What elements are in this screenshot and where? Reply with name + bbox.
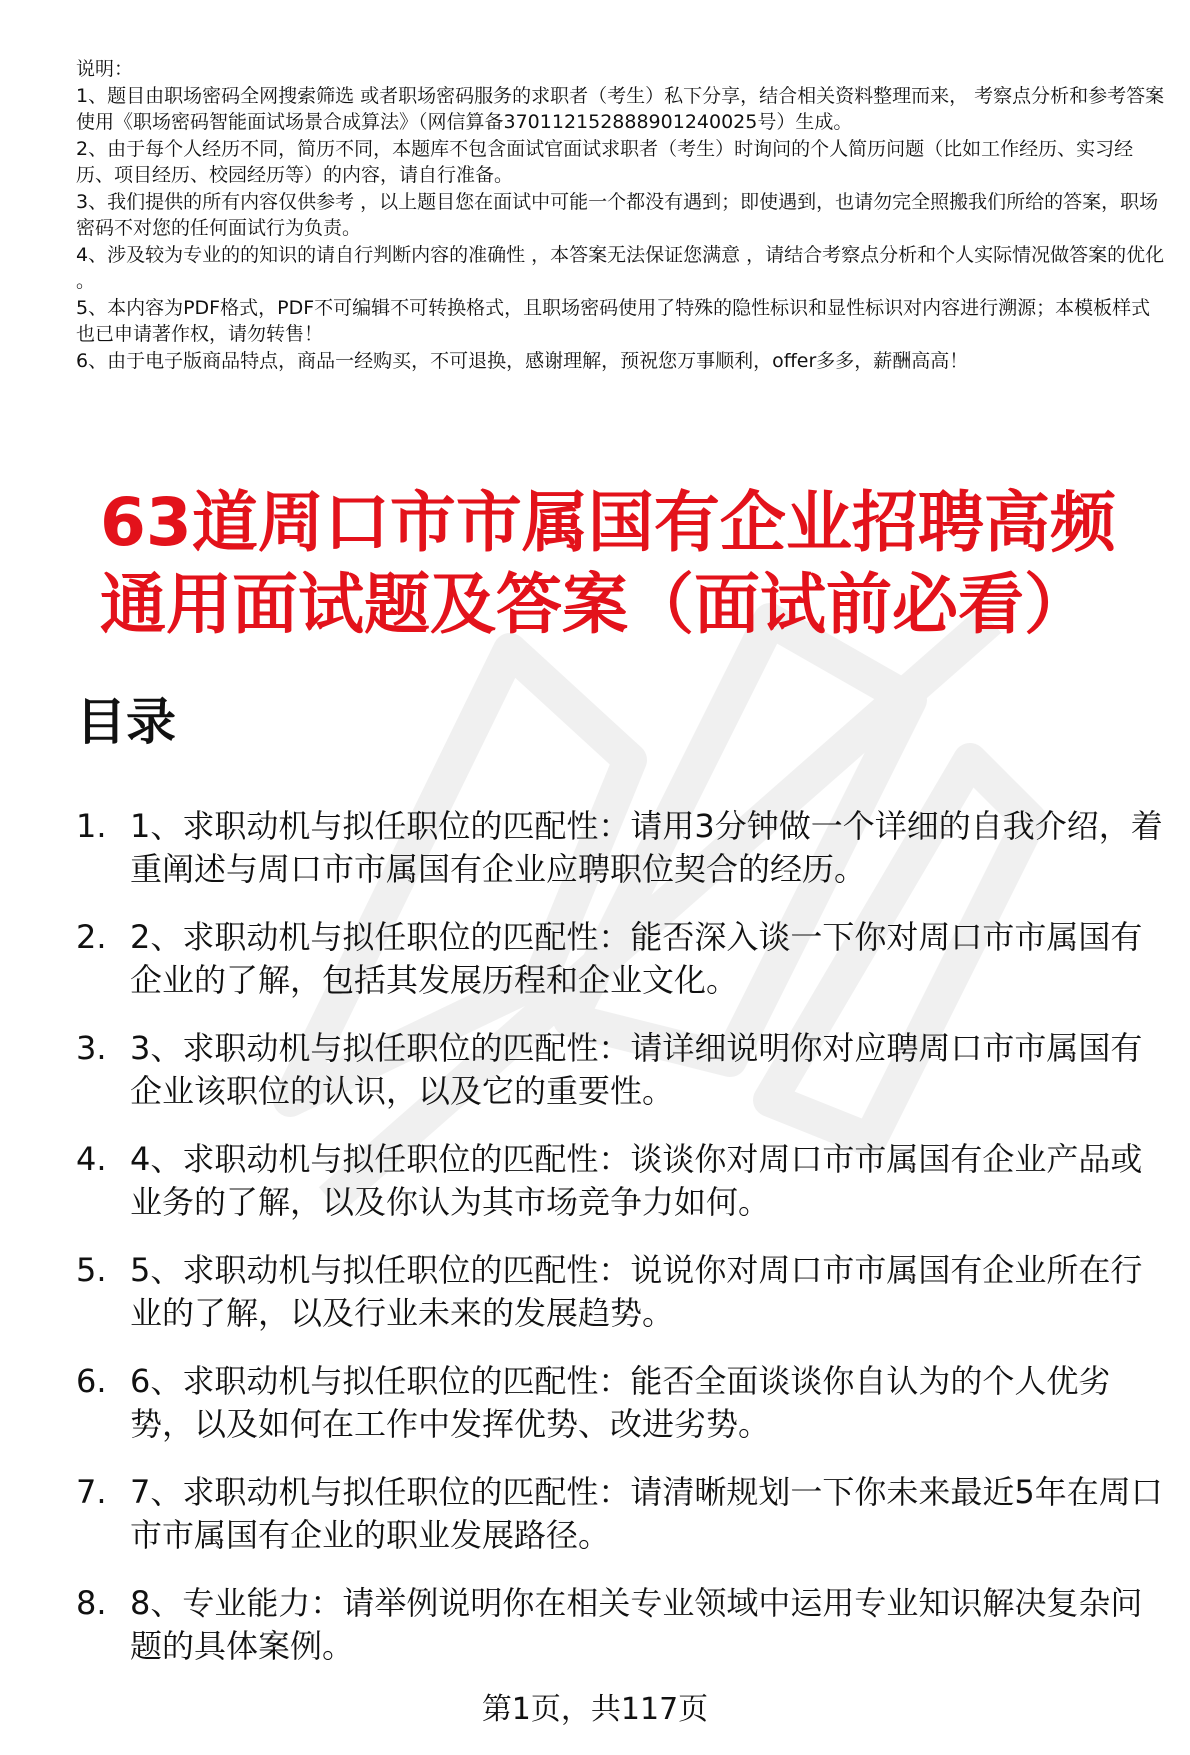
toc-item-number: 4. xyxy=(76,1140,107,1178)
note-item-5: 5、本内容为PDF格式，PDF不可编辑不可转换格式，且职场密码使用了特殊的隐性标识和显性标识对内容进行溯源；本模板样式也已申请著作权，请勿转售！ xyxy=(76,296,1151,345)
note-item-2: 2、由于每个人经历不同，简历不同，本题库不包含面试官面试求职者（考生）时询问的个人简历问题（比如工作经历、实习经历、项目经历、校园经历等）的内容，请自行准备。 xyxy=(76,137,1134,186)
note-item-4: 4、涉及较为专业的的知识的请自行判断内容的准确性 ，本答案无法保证您满意 ，请结合考察点分析和个人实际情况做答案的优化 。 xyxy=(76,243,1165,292)
toc-item-text: 5、求职动机与拟任职位的匹配性：说说你对周口市市属国有企业所在行业的了解，以及行业未来的发展趋势。 xyxy=(130,1251,1143,1332)
toc-item[interactable] xyxy=(76,1360,1166,1446)
toc-item-number: 8. xyxy=(76,1584,107,1622)
notes-heading: 说明： xyxy=(76,58,134,80)
toc-item[interactable] xyxy=(76,1138,1166,1224)
toc-item-text: 2、求职动机与拟任职位的匹配性：能否深入谈一下你对周口市市属国有企业的了解，包括其发展历程和企业文化。 xyxy=(130,918,1143,999)
table-of-contents xyxy=(76,805,1166,1693)
toc-item-number: 3. xyxy=(76,1029,107,1067)
toc-item-text: 1、求职动机与拟任职位的匹配性：请用3分钟做一个详细的自我介绍，着重阐述与周口市市属国有企业应聘职位契合的经历。 xyxy=(130,807,1163,888)
toc-item[interactable] xyxy=(76,916,1166,1002)
toc-item[interactable] xyxy=(76,1249,1166,1335)
toc-item-number: 5. xyxy=(76,1251,107,1289)
toc-item-number: 1. xyxy=(76,807,107,845)
document-title: 63道周口市市属国有企业招聘高频通用面试题及答案（面试前必看） xyxy=(100,484,1116,643)
toc-heading: 目录 xyxy=(76,693,176,751)
disclaimer-notes xyxy=(76,56,1166,374)
toc-item-text: 8、专业能力：请举例说明你在相关专业领域中运用专业知识解决复杂问题的具体案例。 xyxy=(130,1584,1143,1665)
note-item-3: 3、我们提供的所有内容仅供参考 ，以上题目您在面试中可能一个都没有遇到；即使遇到，也请勿完全照搬我们所给的答案，职场密码不对您的任何面试行为负责。 xyxy=(76,190,1159,239)
page-footer: 第1页，共117页 xyxy=(481,1692,709,1727)
toc-item-text: 7、求职动机与拟任职位的匹配性：请清晰规划一下你未来最近5年在周口市市属国有企业的职业发展路径。 xyxy=(130,1473,1163,1554)
toc-item-number: 7. xyxy=(76,1473,107,1511)
toc-item-number: 6. xyxy=(76,1362,107,1400)
note-item-6: 6、由于电子版商品特点，商品一经购买，不可退换，感谢理解，预祝您万事顺利，offer多多，薪酬高高！ xyxy=(76,349,969,372)
toc-item[interactable] xyxy=(76,1582,1166,1668)
toc-item[interactable] xyxy=(76,1471,1166,1557)
toc-item-text: 4、求职动机与拟任职位的匹配性：谈谈你对周口市市属国有企业产品或业务的了解，以及你认为其市场竞争力如何。 xyxy=(130,1140,1143,1221)
toc-item-number: 2. xyxy=(76,918,107,956)
toc-item[interactable] xyxy=(76,805,1166,891)
note-item-1: 1、题目由职场密码全网搜索筛选 或者职场密码服务的求职者（考生）私下分享，结合相关资料整理而来， 考察点分析和参考答案使用《职场密码智能面试场景合成算法》（网信算备370112152888901240025号）生成。 xyxy=(76,84,1165,133)
toc-item[interactable] xyxy=(76,1027,1166,1113)
toc-item-text: 6、求职动机与拟任职位的匹配性：能否全面谈谈你自认为的个人优劣势，以及如何在工作中发挥优势、改进劣势。 xyxy=(130,1362,1111,1443)
toc-item-text: 3、求职动机与拟任职位的匹配性：请详细说明你对应聘周口市市属国有企业该职位的认识，以及它的重要性。 xyxy=(130,1029,1143,1110)
